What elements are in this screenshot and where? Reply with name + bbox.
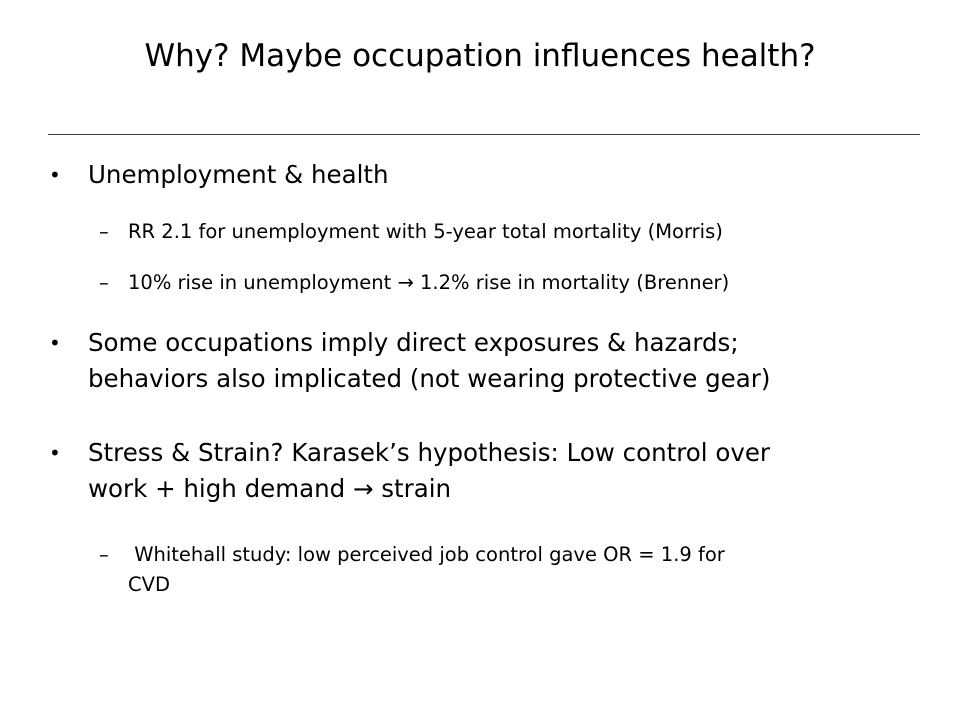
bullet-text-line-2: work + high demand → strain [88, 474, 452, 503]
dash-icon: – [99, 271, 109, 294]
bullet-dot-icon: • [49, 441, 61, 465]
slide-title: Why? Maybe occupation influences health? [144, 38, 816, 74]
bullet-unemployment [49, 157, 389, 193]
title-divider [48, 134, 920, 135]
bullet-stress-strain [49, 435, 770, 507]
bullet-dot-icon: • [49, 331, 61, 355]
bullet-text-line-1: Stress & Strain? Karasek’s hypothesis: Low control over [88, 438, 770, 467]
subbullet-brenner [99, 268, 730, 298]
bullet-text: Unemployment & health [88, 160, 389, 189]
subbullet-morris [99, 217, 723, 247]
bullet-text-line-1: Some occupations imply direct exposures & hazards; [88, 328, 739, 357]
subbullet-text-line-2: CVD [128, 573, 170, 596]
subbullet-text-line-1: Whitehall study: low perceived job control gave OR = 1.9 for [128, 543, 725, 566]
dash-icon: – [99, 543, 109, 566]
subbullet-whitehall [99, 540, 725, 600]
dash-icon: – [99, 220, 109, 243]
bullet-dot-icon: • [49, 163, 61, 187]
bullet-text-line-2: behaviors also implicated (not wearing protective gear) [88, 364, 771, 393]
bullet-occupations [49, 325, 771, 397]
subbullet-text: RR 2.1 for unemployment with 5-year total mortality (Morris) [128, 220, 723, 243]
subbullet-text: 10% rise in unemployment → 1.2% rise in mortality (Brenner) [128, 271, 730, 294]
